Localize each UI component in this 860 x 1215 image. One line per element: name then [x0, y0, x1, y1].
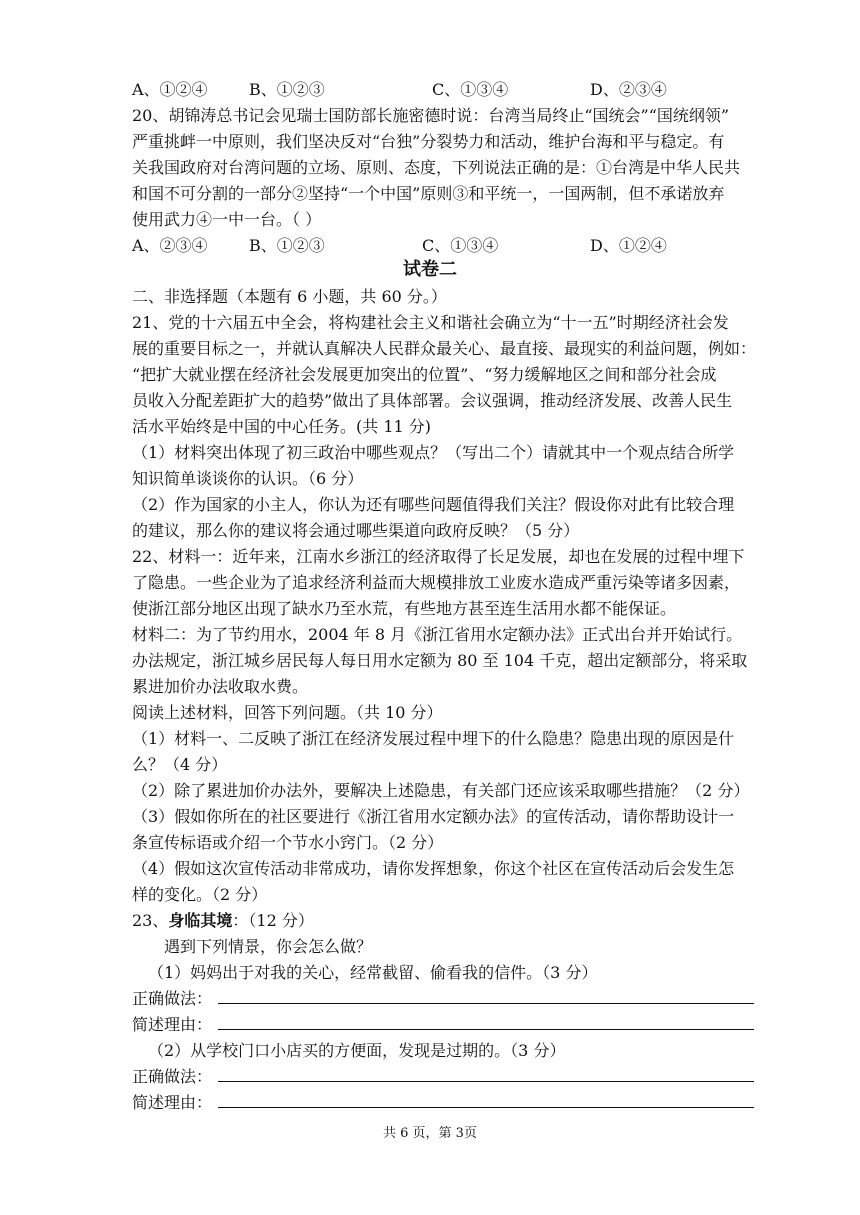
part2-heading: 二、非选择题（本题有 6 小题，共 60 分。） — [132, 287, 447, 306]
q20-option-d: D、①②④ — [590, 236, 667, 255]
q23-s1-do-answer-line[interactable] — [218, 1003, 754, 1004]
q20-option-b: B、①②③ — [249, 236, 325, 255]
q22-prompt: 阅读上述材料，回答下列问题。（共 10 分） — [132, 703, 443, 722]
q22-sub1-line-1: （1）材料一、二反映了浙江在经济发展过程中埋下的什么隐患？隐患出现的原因是什 — [132, 729, 735, 748]
q23-s2-reason-answer-line[interactable] — [218, 1107, 754, 1108]
q23-s2-do-label: 正确做法： — [132, 1067, 213, 1086]
q20-option-a: A、②③④ — [132, 236, 208, 255]
q19-option-d: D、②③④ — [590, 80, 667, 99]
q22-sub4-line-2: 样的变化。（2 分） — [132, 885, 268, 904]
q23-s1-do-label: 正确做法： — [132, 989, 213, 1008]
q21-line-2: 展的重要目标之一，并就认真解决人民群众最关心、最直接、最现实的利益问题，例如： — [132, 339, 757, 358]
q19-option-c: C、①③④ — [432, 80, 509, 99]
q23-scenario-1: （1）妈妈出于对我的关心，经常截留、偷看我的信件。（3 分） — [148, 963, 598, 982]
q21-sub2-line-1: （2）作为国家的小主人，你认为还有哪些问题值得我们关注？假设你对此有比较合理 — [132, 495, 735, 514]
q22-sub2: （2）除了累进加价办法外，要解决上述隐患，有关部门还应该采取哪些措施？（2 分） — [132, 781, 750, 800]
q23-s1-reason-answer-line[interactable] — [218, 1029, 754, 1030]
q22-sub3-line-1: （3）假如你所在的社区要进行《浙江省用水定额办法》的宣传活动，请你帮助设计一 — [132, 807, 735, 826]
q23-s2-reason-label: 简述理由： — [132, 1093, 213, 1112]
q20-line-2: 严重挑衅一中原则，我们坚决反对“台独”分裂势力和活动，维护台海和平与稳定。有 — [132, 132, 725, 151]
q22-m1-line-2: 了隐患。一些企业为了追求经济利益而大规模排放工业废水造成严重污染等诸多因素， — [132, 573, 741, 592]
q23-intro: 遇到下列情景，你会怎么做？ — [164, 937, 373, 956]
q23-title-bold: 身临其境 — [168, 911, 233, 930]
q19-option-a: A、①②④ — [132, 80, 208, 99]
q21-sub2-line-2: 的建议，那么你的建议将会通过哪些渠道向政府反映？（5 分） — [132, 521, 580, 540]
q21-line-1: 21、党的十六届五中全会，将构建社会主义和谐社会确立为“十一五”时期经济社会发 — [132, 313, 729, 332]
q22-m2-line-2: 办法规定，浙江城乡居民每人每日用水定额为 80 至 104 千克，超出定额部分，将采取 — [132, 651, 748, 670]
q21-line-3: “把扩大就业摆在经济社会发展更加突出的位置”、“努力缓解地区之间和部分社会成 — [132, 365, 717, 384]
page-footer: 共 6 页，第 3页 — [383, 1126, 477, 1141]
q21-sub1-line-1: （1）材料突出体现了初三政治中哪些观点？（写出二个）请就其中一个观点结合所学 — [132, 443, 735, 462]
q23-s2-do-answer-line[interactable] — [218, 1081, 754, 1082]
q22-m2-line-1: 材料二：为了节约用水，2004 年 8 月《浙江省用水定额办法》正式出台并开始试行。 — [132, 625, 743, 644]
q22-sub3-line-2: 条宣传标语或介绍一个节水小窍门。（2 分） — [132, 833, 444, 852]
q22-m1-line-1: 22、材料一：近年来，江南水乡浙江的经济取得了长足发展，却也在发展的过程中埋下 — [132, 547, 745, 566]
q23-title-prefix: 23、 — [132, 911, 169, 930]
q23-s1-reason-label: 简述理由： — [132, 1015, 213, 1034]
q22-m2-line-3: 累进加价办法收取水费。 — [132, 677, 309, 696]
q23-scenario-2: （2）从学校门口小店买的方便面，发现是过期的。（3 分） — [148, 1041, 566, 1060]
q20-line-5: 使用武力④一中一台。（ ） — [132, 210, 322, 229]
section-title: 试卷二 — [403, 259, 457, 280]
q22-m1-line-3: 使浙江部分地区出现了缺水乃至水荒，有些地方甚至连生活用水都不能保证。 — [132, 599, 677, 618]
q23-title — [132, 908, 314, 934]
q21-line-5: 活水平始终是中国的中心任务。(共 11 分) — [132, 417, 432, 436]
q22-sub4-line-1: （4）假如这次宣传活动非常成功，请你发挥想象，你这个社区在宣传活动后会发生怎 — [132, 859, 735, 878]
q22-sub1-line-2: 么？（4 分） — [132, 755, 228, 774]
q20-line-4: 和国不可分割的一部分②坚持“一个中国”原则③和平统一，一国两制，但不承诺放弃 — [132, 184, 725, 203]
q20-option-c: C、①③④ — [422, 236, 499, 255]
q21-line-4: 员收入分配差距扩大的趋势”做出了具体部署。会议强调，推动经济发展、改善人民生 — [132, 391, 733, 410]
q20-line-1: 20、胡锦涛总书记会见瑞士国防部长施密德时说：台湾当局终止“国统会”“国统纲领” — [132, 106, 730, 125]
q23-title-suffix: ：（12 分） — [232, 911, 314, 930]
q19-option-b: B、①②③ — [249, 80, 325, 99]
q21-sub1-line-2: 知识简单谈谈你的认识。（6 分） — [132, 469, 364, 488]
q20-line-3: 关我国政府对台湾问题的立场、原则、态度，下列说法正确的是：①台湾是中华人民共 — [132, 158, 741, 177]
